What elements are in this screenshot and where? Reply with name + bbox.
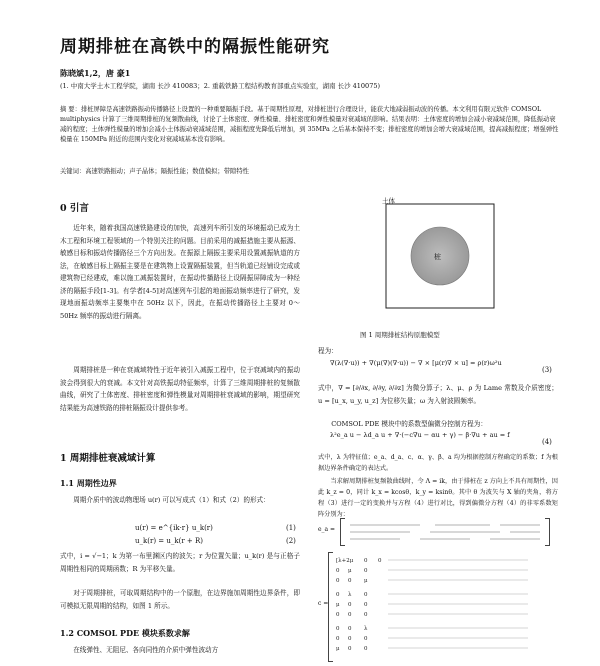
svg-text:0: 0 [348,646,352,652]
svg-text:μ: μ [348,568,352,574]
abstract: 摘 要：排桩屏障是高速铁路振动传播路径上设置的一种重要隔振手段。基于周期性原理，对排桩进行合理设计，能获大地减弱振动波的传播。本文利用有限元软件 COMSOL multiphysics 计算了三维周期排桩的复频散曲线，讨论了土体密度、弹性模量、排桩密度和弹性模量对衰减域的影响。结果表明：土体密度的增加会减小衰减域范围，降低振动衰减的程度；土体弹性模量的增加会减小土体振动衰减域范围，减振程度先降低后增加，到 35MPa 之后基本保持不变；排桩密度的增加会增大衰减域范围，提高减振程度；增强弹性模量在 150MPa 附近的范围内变化对衰减域基本没有影响。 [60,106,559,143]
authors: 陈晓斌1,2，唐 豪1 [60,68,131,78]
svg-text:0: 0 [364,568,368,574]
right-paragraph-5: 当求解周期排桩复频散曲线时，令 Λ = ik，由于排桩在 z 方向上不具有周期性，因此 k_z = 0，同计 k_x = kcosθ，k_y = ksinθ。其中 θ 为波矢与 X 轴的夹角，将方程（3）进行一定的变换并与方程（4）进行对比，得到偏微分方程（4）的非零系数矩阵分别为： [318,478,558,518]
right-paragraph-4: 式中，λ 为特征值；e_a、d_a、c、α、γ、β、a 均为根据控制方程确定的系数；f 为根据边界条件确定的表达式。 [318,454,558,472]
svg-text:λ: λ [348,592,352,598]
matrix-c-grid [328,552,550,662]
svg-text:0: 0 [348,602,352,608]
svg-text:0: 0 [364,646,368,652]
svg-text:0: 0 [364,636,368,642]
svg-text:λ: λ [364,626,368,632]
svg-text:0: 0 [364,592,368,598]
matrix-ea-label: e_a = [318,526,336,533]
figure-caption: 图 1 周期排桩结构原胞模型 [360,331,440,339]
equation-3: ∇(λ(∇·u)) + ∇(μ(∇)(∇·u)) − ∇ × [μ(r)∇ × u] = ρ(r)ω²u [330,359,502,367]
equation-1-number: (1) [286,524,296,532]
svg-text:μ: μ [336,646,340,652]
svg-text:0: 0 [336,626,340,632]
figure-label-soil: 土体 [382,197,395,205]
figure-label-pile: 桩 [434,253,441,261]
svg-text:0: 0 [348,612,352,618]
svg-text:0: 0 [336,568,340,574]
affiliation: (1. 中南大学土木工程学院，湖南 长沙 410083；2. 重载铁路工程结构教育部重点实验室，湖南 长沙 410075) [60,82,380,90]
right-paragraph-3: COMSOL PDE 模块中的系数型偏微分控制方程为： [331,420,487,428]
svg-text:0: 0 [336,578,340,584]
svg-text:0: 0 [378,558,382,564]
svg-text:μ: μ [364,578,368,584]
svg-text:μ: μ [336,602,340,608]
svg-text:0: 0 [364,558,368,564]
section-1-1-paragraph-1: 周期介质中的波动物理场 u(r) 可以写成式（1）和式（2）的形式： [73,496,270,504]
section-1-heading: 1 周期排桩衰减域计算 [60,453,156,464]
section-1-2-heading: 1.2 COMSOL PDE 模块系数求解 [60,628,190,638]
svg-text:0: 0 [364,612,368,618]
intro-heading: 0 引言 [60,203,89,214]
section-1-2-paragraph-1: 在线弹性、无阻尼、各向同性的介质中弹性波动方 [73,646,219,654]
right-paragraph-1: 程为： [318,347,338,355]
svg-text:0: 0 [364,602,368,608]
intro-paragraph-1: 近年来，随着我国高速铁路建设的加快，高速列车所引发的环境振动已成为土木工程和环境工程领域的一个特别关注的问题。目前采用的减振措施主要从振源、敏感目标和振动传播路径三个方向出发。在振源上隔振主要采用设置减振轨道的方法，在敏感目标上隔振主要是在建筑物上设置隔振装置，但当轨道已经铺设完成或建筑物已经建成，难以施工减振装置时，在振动传播路径上设隔振屏障成为一种经济的隔振手段[1-3]。有学者[4-5]对高速列车引起的地面振动频率进行了研究，发现地面振动频率主要集中在 50Hz 以下，因此，在振动传播路径上主要对 0～50Hz 频率的振动进行隔离。 [60,224,300,320]
svg-text:[λ+2μ: [λ+2μ [336,558,354,564]
section-1-1-paragraph-3: 对于周期排桩，可取周期结构中的一个原胞，在边界施加周期性边界条件，即可模拟无限周期的结构，如图 1 所示。 [60,589,300,610]
equation-4: λ²e_a u − λd_a u + ∇·(−c∇u − αu + γ) − β·∇u + au = f [330,431,510,439]
svg-text:0: 0 [336,636,340,642]
equation-2-number: (2) [286,537,296,545]
equation-3-number: (3) [542,366,552,374]
svg-text:0: 0 [348,636,352,642]
matrix-c-label: c = [318,600,329,607]
equation-2: u_k(r) = u_k(r + R) [135,537,204,545]
svg-text:0: 0 [348,626,352,632]
section-1-1-heading: 1.1 周期性边界 [60,478,117,488]
right-paragraph-2: 式中，∇ = [∂/∂x, ∂/∂y, ∂/∂z] 为微分算子；λ、μ、ρ 为 Lame 常数及介质密度；u = [u_x, u_y, u_z] 为位移矢量；ω 为入射波圆频率。 [318,384,558,405]
svg-text:0: 0 [336,592,340,598]
svg-text:0: 0 [336,612,340,618]
matrix-c [328,552,550,662]
svg-text:0: 0 [348,578,352,584]
keywords: 关键词：高速铁路振动；声子晶体；隔振性能；数值模拟；带隙特性 [60,168,249,175]
matrix-ea [340,518,550,546]
section-1-1-paragraph-2: 式中，i = √−1；k 为第一布里渊区内的波矢；r 为位置矢量；u_k(r) 是与正格子周期性相同的周期函数；R 为平移矢量。 [60,552,300,573]
intro-paragraph-2: 周期排桩是一种在衰减域特性于近年被引入减振工程中，位于衰减域内的振动波会得到很大的衰减。本文针对高铁振动特征频率，计算了三维周期排桩的复频散曲线，研究了土体密度、排桩密度和弹性模量对周期排桩衰减域的影响，期望研究结果能为高速铁路的排桩隔振设计提供参考。 [60,366,300,412]
equation-1: u(r) = e^{ik·r} u_k(r) [135,524,213,532]
equation-4-number: (4) [542,438,552,446]
paper-title: 周期排桩在高铁中的隔振性能研究 [60,37,330,57]
